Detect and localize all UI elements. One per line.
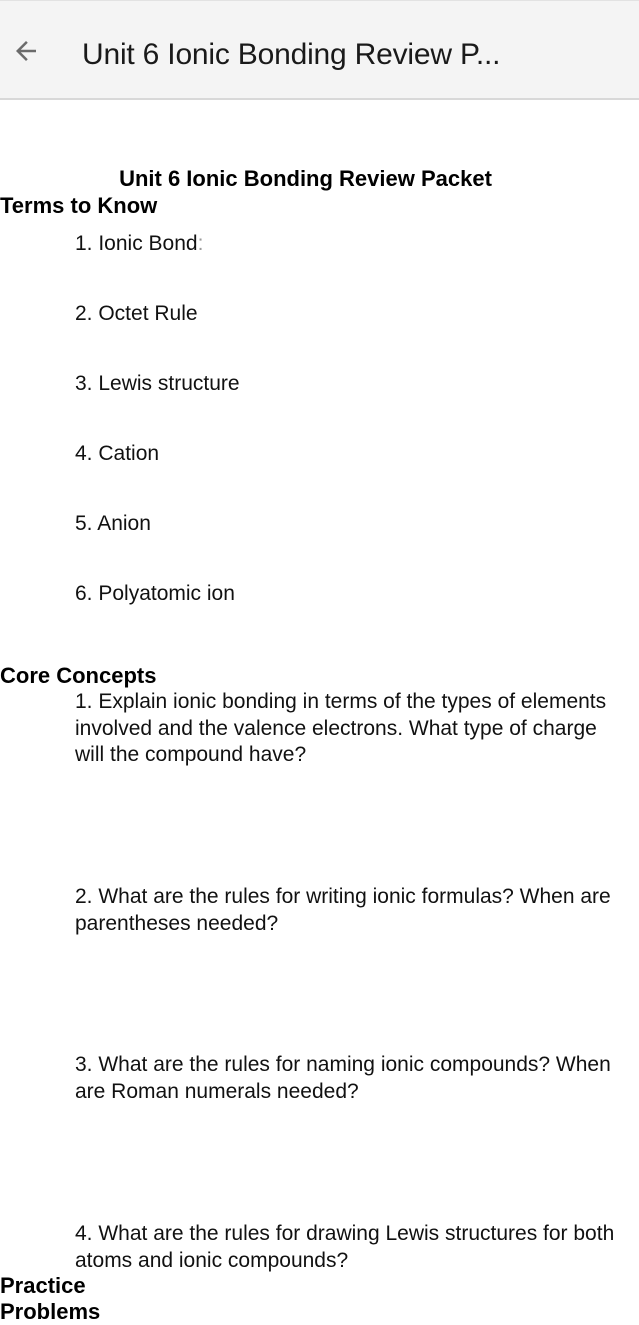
document-page bbox=[0, 102, 639, 1324]
question-item: 3. What are the rules for naming ionic compounds? When are Roman numerals needed? bbox=[75, 1053, 611, 1103]
term-item bbox=[75, 301, 198, 327]
app-bar bbox=[0, 0, 639, 100]
term-item bbox=[75, 231, 203, 257]
practice-heading-text: Practice Problems bbox=[0, 1273, 101, 1324]
core-concepts-heading: Core Concepts bbox=[0, 663, 157, 688]
question-item: 2. What are the rules for writing ionic formulas? When are parentheses needed? bbox=[75, 885, 611, 935]
question-item: 4. What are the rules for drawing Lewis structures for both atoms and ionic compounds? bbox=[75, 1222, 615, 1272]
term-label: 3. Lewis structure bbox=[75, 372, 240, 395]
term-label: 6. Polyatomic ion bbox=[75, 582, 235, 605]
term-item bbox=[75, 511, 151, 537]
practice-heading-partial bbox=[0, 1273, 160, 1324]
arrow-left-icon bbox=[11, 36, 41, 66]
term-item bbox=[75, 581, 235, 607]
back-button[interactable] bbox=[6, 31, 46, 71]
terms-heading: Terms to Know bbox=[0, 193, 158, 218]
term-item bbox=[75, 441, 159, 467]
term-label: 4. Cation bbox=[75, 442, 160, 465]
term-label: 2. Octet Rule bbox=[75, 302, 198, 325]
question-item: 1. Explain ionic bonding in terms of the types of elements involved and the valence electrons. What type of charge will the compound have? bbox=[75, 690, 607, 766]
term-label: 5. Anion bbox=[75, 512, 151, 535]
term-label: 1. Ionic Bond bbox=[75, 232, 198, 255]
document-title: Unit 6 Ionic Bonding Review Packet bbox=[119, 166, 492, 191]
term-item bbox=[75, 371, 240, 397]
term-colon: : bbox=[197, 232, 204, 255]
app-bar-title: Unit 6 Ionic Bonding Review P... bbox=[82, 38, 501, 71]
